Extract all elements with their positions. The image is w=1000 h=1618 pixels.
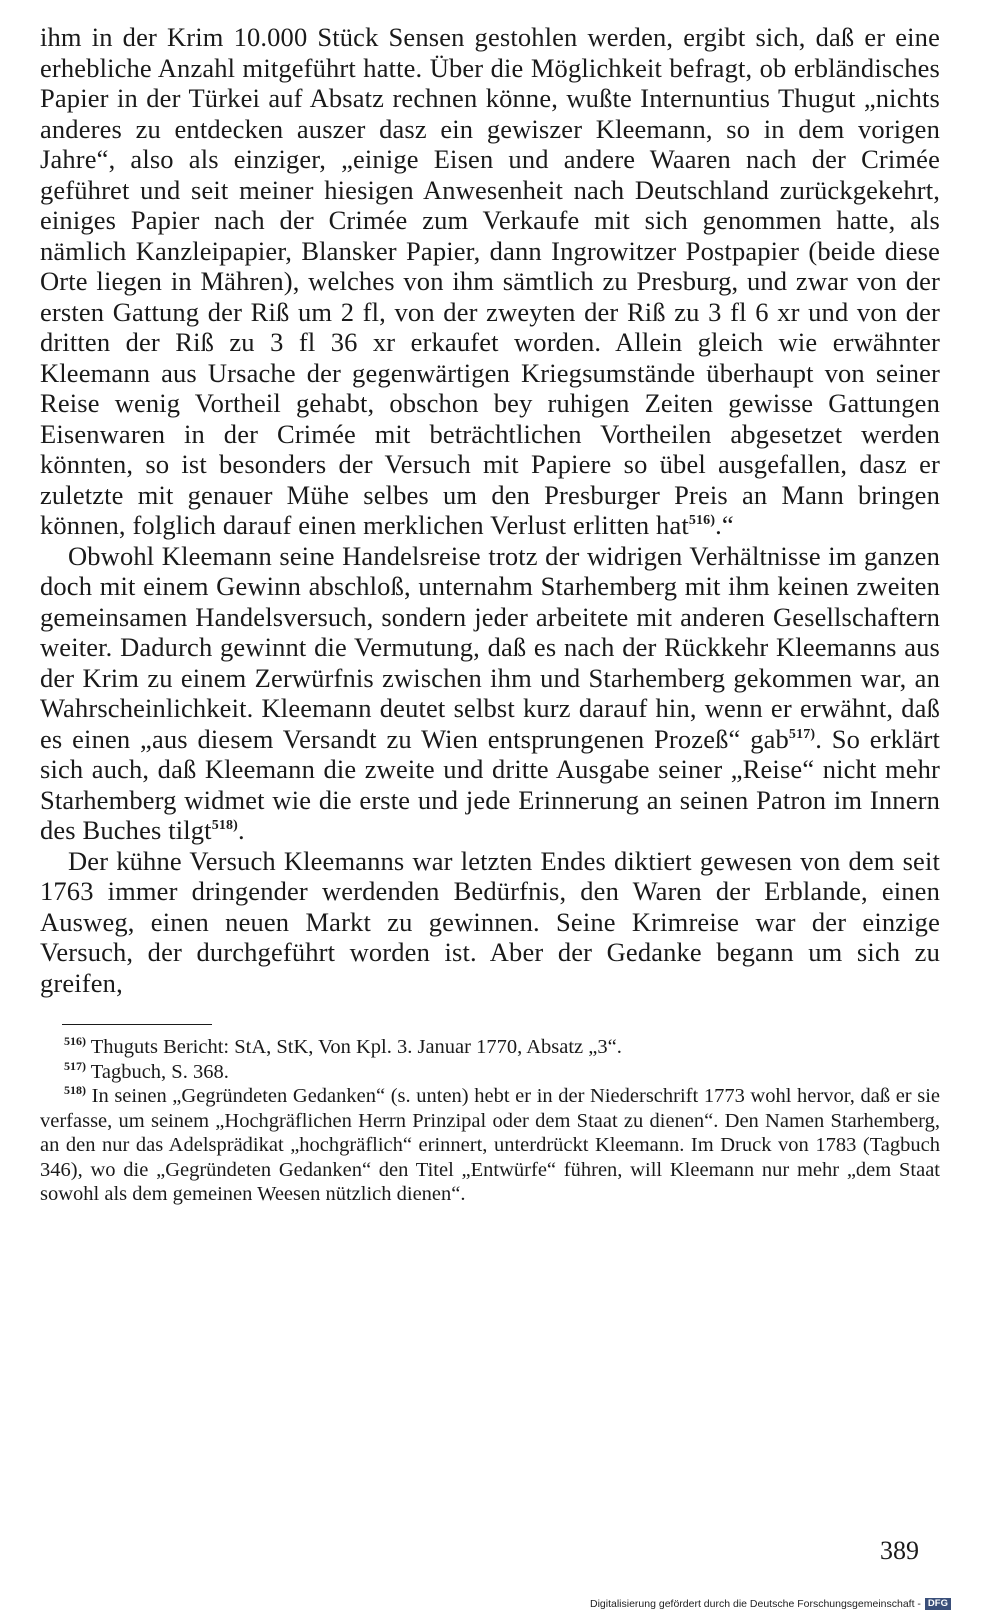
main-text <box>40 22 940 998</box>
footnote-text-517: Tagbuch, S. 368. <box>90 1060 229 1083</box>
footnote-separator <box>62 1024 212 1025</box>
footnote-ref-517[interactable]: 517) <box>788 726 816 742</box>
footnote-ref-518[interactable]: 518) <box>211 818 238 834</box>
paragraph-1 <box>40 22 940 541</box>
page-content <box>40 22 940 1207</box>
footnote-mark-517: 517) <box>64 1058 86 1073</box>
footnote-text-516: Thuguts Bericht: StA, StK, Von Kpl. 3. Januar 1770, Absatz „3“. <box>90 1036 622 1058</box>
paragraph-2 <box>40 541 940 846</box>
paragraph-1-end: .“ <box>715 510 734 540</box>
paragraph-2-end: . <box>237 815 245 845</box>
paragraph-1-text: ihm in der Krim 10.000 Stück Sensen gestohlen werden, ergibt sich, daß er eine erhebliche Anzahl mitgeführt hatte. Über die Möglichkeit befragt, ob erbländisches Papier in der Türkei auf Absatz rechnen könne, wußte Internuntius Thugut „nichts anderes zu entdecken auszer dasz ein gewiszer Kleemann, so in dem vorigen Jahre“, also als einziger, „einige Eisen und andere Waaren nach der Crimée geführet und seit meiner hiesigen Anwesenheit nach Deutschland zurückgekehrt, einiges Papier nach der Crimée zum Verkaufe mit sich genommen hatte, als nämlich Kanzleipapier, Blansker Papier, dann Ingrowitzer Postpapier (beide diese Orte liegen in Mähren), welches von ihm sämtlich zu Presburg, und zwar von der ersten Gattung der Riß um 2 fl, von der zweyten der Riß zu 3 fl 6 xr und von der dritten der Riß zu 3 fl 36 xr erkaufet worden. Allein gleich wie erwähnter Kleemann aus Ursache der gegenwärtigen Kriegsumstände überhaupt von seiner Reise wenig Vortheil gehabt, obschon bey ruhigen Zeiten gewisse Gattungen Eisenwaren in der Crimée mit beträchtlichen Vortheilen abgesetzet werden könnten, so ist besonders der Versuch mit Papiere so übel ausgefallen, dasz er zuletzte mit genauer Mühe selbes um den Presburger Preis an Mann bringen können, folglich darauf einen merklichen Verlust erlitten hat <box>40 22 940 540</box>
footnote-mark-518: 518) <box>64 1083 86 1098</box>
footnote-516 <box>40 1035 940 1060</box>
digitization-credit <box>590 1598 951 1610</box>
paragraph-3 <box>40 846 940 999</box>
dfg-logo: DFG <box>925 1598 951 1610</box>
footnote-text-518: In seinen „Gegründeten Gedanken“ (s. unten) hebt er in der Niederschrift 1773 wohl hervor, daß er sie verfasse, um seinem „Hochgräflichen Herrn Prinzipal oder dem Staat zu dienen“. Den Namen Starhemberg, an den nur das Adelsprädikat „hochgräflich“ erinnert, unterdrückt Kleemann. Im Druck von 1783 (Tagbuch 346), wo die „Gegründeten Gedanken“ den Titel „Entwürfe“ führen, will Kleemann nur mehr „dem Staat sowohl als dem gemeinen Weesen nützlich dienen“. <box>40 1085 941 1205</box>
paragraph-3-text: Der kühne Versuch Kleemanns war letzten Endes diktiert gewesen von dem seit 1763 immer dringender werdenden Bedürfnis, den Waren der Erblande, einen Ausweg, einen neuen Markt zu gewinnen. Seine Krimreise war der einzige Versuch, der durchgeführt worden ist. Aber der Gedanke begann um sich zu greifen, <box>40 845 940 998</box>
footnote-517 <box>40 1060 940 1085</box>
footnotes <box>40 1035 940 1207</box>
footnote-ref-516[interactable]: 516) <box>688 513 716 529</box>
page-number: 389 <box>880 1536 919 1565</box>
paragraph-2-continuation: . So erklärt sich auch, daß Kleemann die zweite und dritte Ausgabe seiner „Reise“ nicht mehr Starhemberg widmet wie die erste und jede Erinnerung an seinen Patron im Innern des Buches tilgt <box>40 723 940 845</box>
credit-text: Digitalisierung gefördert durch die Deutsche Forschungsgemeinschaft - <box>590 1598 921 1610</box>
paragraph-2-text: Obwohl Kleemann seine Handelsreise trotz der widrigen Verhältnisse im ganzen doch mit einem Gewinn abschloß, unternahm Starhemberg mit ihm keinen zweiten gemeinsamen Handelsversuch, sondern jeder arbeitete mit anderen Gesellschaftern weiter. Dadurch gewinnt die Vermutung, daß es nach der Rückkehr Kleemanns aus der Krim zu einem Zerwürfnis zwischen ihm und Starhemberg gekommen war, an Wahrscheinlichkeit. Kleemann deutet selbst kurz darauf hin, wenn er erwähnt, daß es einen „aus diesem Versandt zu Wien entsprungenen Prozeß“ gab <box>40 540 940 754</box>
footnote-518 <box>40 1084 940 1207</box>
footnote-mark-516: 516) <box>64 1034 86 1049</box>
